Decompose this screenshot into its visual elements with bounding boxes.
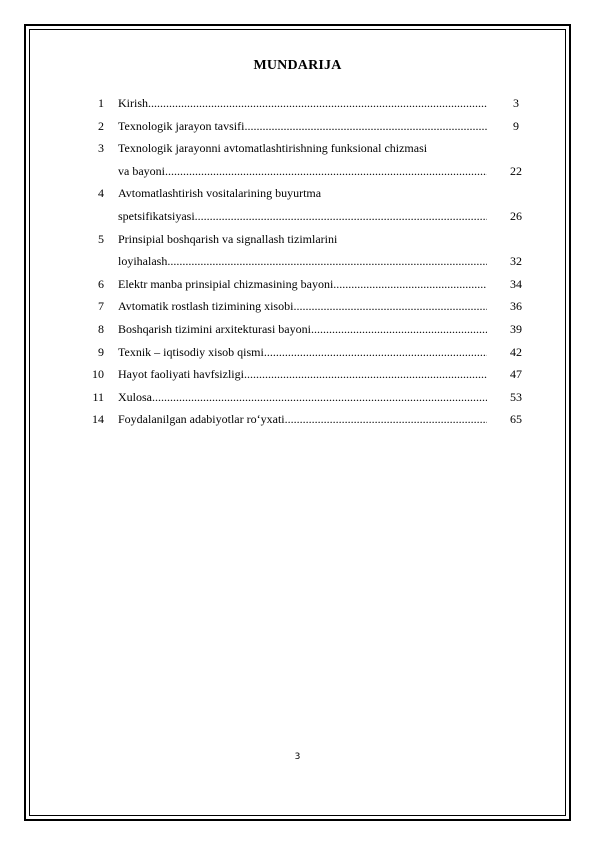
toc-entry-title: Boshqarish tizimini arxitekturasi bayoni ..... bbox=[118, 318, 487, 341]
toc-entry-page: 47 bbox=[510, 367, 522, 382]
toc-entry-title: Kirish ..... bbox=[118, 92, 487, 115]
toc-entry-page: 3 bbox=[513, 96, 519, 110]
toc-entry-title: Texnologik jarayonni avtomatlashtirishning funksional chizmasi bbox=[118, 141, 428, 156]
toc-entry-title: Avtomatik rostlash tizimining xisobi ..... bbox=[118, 295, 487, 318]
toc-entry-title: Texnologik jarayon tavsifi ..... bbox=[118, 115, 487, 138]
toc-entry-page: 42 bbox=[510, 344, 522, 359]
toc-entry-row bbox=[82, 318, 542, 341]
toc-entry-number: 6 bbox=[98, 276, 104, 291]
toc-entry-number: 4 bbox=[98, 186, 104, 201]
toc-entry-row bbox=[82, 228, 542, 251]
toc-entry-number: 14 bbox=[92, 412, 104, 427]
toc-entry-row bbox=[82, 160, 542, 183]
toc-entry-page: 34 bbox=[510, 276, 522, 291]
toc-entry-number: 9 bbox=[98, 344, 104, 359]
toc-entry-number: 11 bbox=[92, 389, 104, 404]
page-number: 3 bbox=[294, 752, 301, 762]
toc-entry-row bbox=[82, 295, 542, 318]
toc-entry-title: Prinsipial boshqarish va signallash tizimlarini bbox=[118, 231, 338, 246]
toc-entry-row bbox=[82, 182, 542, 205]
toc-entry-row bbox=[82, 250, 542, 273]
toc-entry-page: 9 bbox=[513, 118, 519, 133]
toc-entry-row bbox=[82, 92, 542, 115]
toc-entry-number: 10 bbox=[92, 367, 104, 382]
toc-entry-row bbox=[82, 408, 542, 431]
toc-entry-title: va bayoni ..... bbox=[118, 160, 487, 183]
toc-entry-row bbox=[82, 205, 542, 228]
toc-entry-title: Avtomatlashtirish vositalarining buyurtma bbox=[118, 186, 322, 201]
toc-entry-row bbox=[82, 115, 542, 138]
table-of-contents bbox=[82, 92, 542, 431]
toc-entry-title: Hayot faoliyati havfsizligi ..... bbox=[118, 363, 487, 386]
toc-entry-row bbox=[82, 273, 542, 296]
toc-entry-title: loyihalash ..... bbox=[118, 250, 487, 273]
toc-entry-title: Elektr manba prinsipial chizmasining bayoni ..... bbox=[118, 273, 487, 296]
toc-entry-number: 3 bbox=[98, 141, 104, 156]
toc-entry-row bbox=[82, 341, 542, 364]
toc-entry-page: 36 bbox=[510, 299, 522, 314]
toc-entry-number: 7 bbox=[98, 299, 104, 314]
toc-entry-page: 26 bbox=[510, 208, 522, 223]
toc-entry-title: Foydalanilgan adabiyotlar ro‘yxati ..... bbox=[118, 408, 487, 431]
toc-entry-page: 65 bbox=[510, 412, 522, 427]
toc-entry-page: 53 bbox=[510, 389, 522, 404]
toc-entry-number: 1 bbox=[98, 96, 104, 110]
toc-entry-page: 22 bbox=[510, 163, 522, 178]
toc-entry-page: 32 bbox=[510, 254, 522, 269]
toc-entry-row bbox=[82, 386, 542, 409]
toc-entry-title: Texnik – iqtisodiy xisob qismi ..... bbox=[118, 341, 487, 364]
toc-entry-number: 2 bbox=[98, 118, 104, 133]
toc-entry-title: spetsifikatsiyasi ..... bbox=[118, 205, 487, 228]
toc-entry-number: 5 bbox=[98, 231, 104, 246]
toc-entry-number: 8 bbox=[98, 321, 104, 336]
toc-entry-row bbox=[82, 137, 542, 160]
toc-entry-row bbox=[82, 363, 542, 386]
toc-entry-page: 39 bbox=[510, 321, 522, 336]
toc-entry-title: Xulosa ..... bbox=[118, 386, 487, 409]
toc-title: MUNDARIJA bbox=[253, 58, 342, 73]
